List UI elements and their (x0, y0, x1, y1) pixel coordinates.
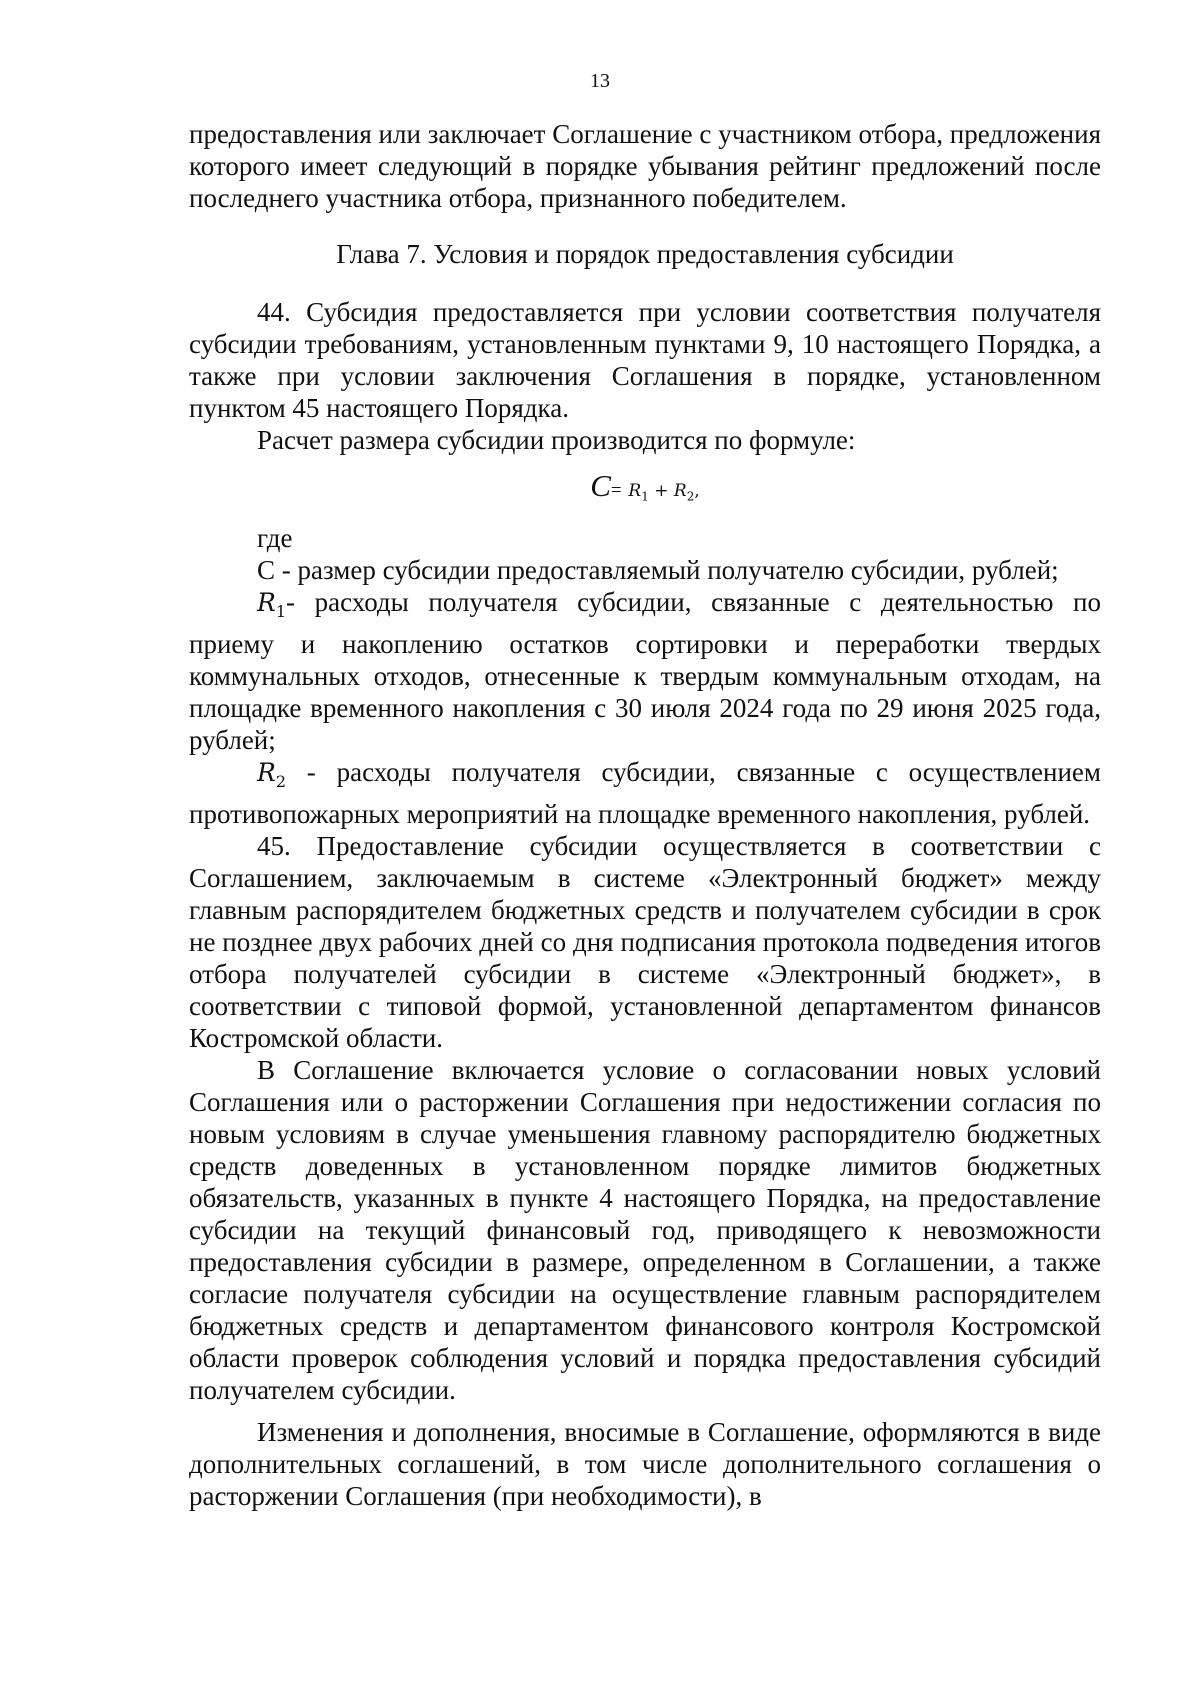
definition-r1 (189, 586, 1101, 756)
r1-symbol: $R_1$ (257, 588, 287, 622)
formula-term-r1: $R_1$ (628, 481, 649, 504)
paragraph-45-changes: Изменения и дополнения, вносимые в Соглашение, оформляются в виде дополнительных соглашений, в том числе дополнительного соглашения о расторжении Соглашения (при необходимости), в (189, 1417, 1101, 1512)
formula-term-r2: $R_2$ (673, 481, 695, 504)
where-label: где (257, 523, 293, 554)
r2-symbol: $R_2$ (257, 758, 287, 792)
definition-c: С - размер субсидии предоставляемый получателю субсидии, рублей; (257, 555, 1059, 586)
paragraph-45-agreement-conditions: В Соглашение включается условие о согласовании новых условий Соглашения или о расторжении Соглашения при недостижении согласия по новым условиям в случае уменьшения главному распорядителю бюджетных средств доведенных в установленном порядке лимитов бюджетных обязательств, указанных в пункте 4 настоящего Порядка, на предоставление субсидии на текущий финансовый год, приводящего к невозможности предоставления субсидии в размере, определенном в Соглашении, а также согласие получателя субсидии на осуществление главным распорядителем бюджетных средств и департаментом финансового контроля Костромской области проверок соблюдения условий и порядка предоставления субсидий получателем субсидии. (189, 1055, 1101, 1406)
page-number: 13 (590, 70, 610, 92)
chapter-heading: Глава 7. Условия и порядок предоставления субсидии (336, 239, 954, 269)
formula-trailing-comma: , (694, 481, 700, 501)
subsidy-formula (189, 466, 1101, 516)
formula-equals: = (610, 480, 622, 501)
definition-r1-text: - расходы получателя субсидии, связанные с деятельностью по приему и накоплению остатков сортировки и переработки твердых коммунальных отходов, отнесенные к твердым коммунальным отходам, на площадке временного накопления с 30 июля 2024 года по 29 июня 2025 года, рублей; (189, 587, 1101, 756)
document-body (189, 118, 1101, 1512)
paragraph-45: 45. Предоставление субсидии осуществляется в соответствии с Соглашением, заключаемым в системе «Электронный бюджет» между главным распорядителем бюджетных средств и получателем субсидии в срок не позднее двух рабочих дней со дня подписания протокола подведения итогов отбора получателей субсидии в системе «Электронный бюджет», в соответствии с типовой формой, установленной департаментом финансов Костромской области. (189, 831, 1101, 1054)
definition-r2-text: - расходы получателя субсидии, связанные с осуществлением противопожарных мероприятий на площадке временного накопления, рублей. (189, 757, 1101, 830)
formula-plus: + (648, 481, 674, 501)
definition-r2 (189, 756, 1101, 830)
paragraph-44: 44. Субсидия предоставляется при условии соответствия получателя субсидии требованиям, установленным пунктами 9, 10 настоящего Порядка, а также при условии заключения Соглашения в порядке, установленном пунктом 45 настоящего Порядка. (189, 297, 1101, 423)
formula-intro: Расчет размера субсидии производится по формуле: (257, 425, 856, 455)
intro-paragraph: предоставления или заключает Соглашение с участником отбора, предложения которого имеет следующий в порядке убывания рейтинг предложений после последнего участника отбора, признанного победителем. (189, 119, 1101, 213)
formula-lhs: C (590, 468, 611, 503)
